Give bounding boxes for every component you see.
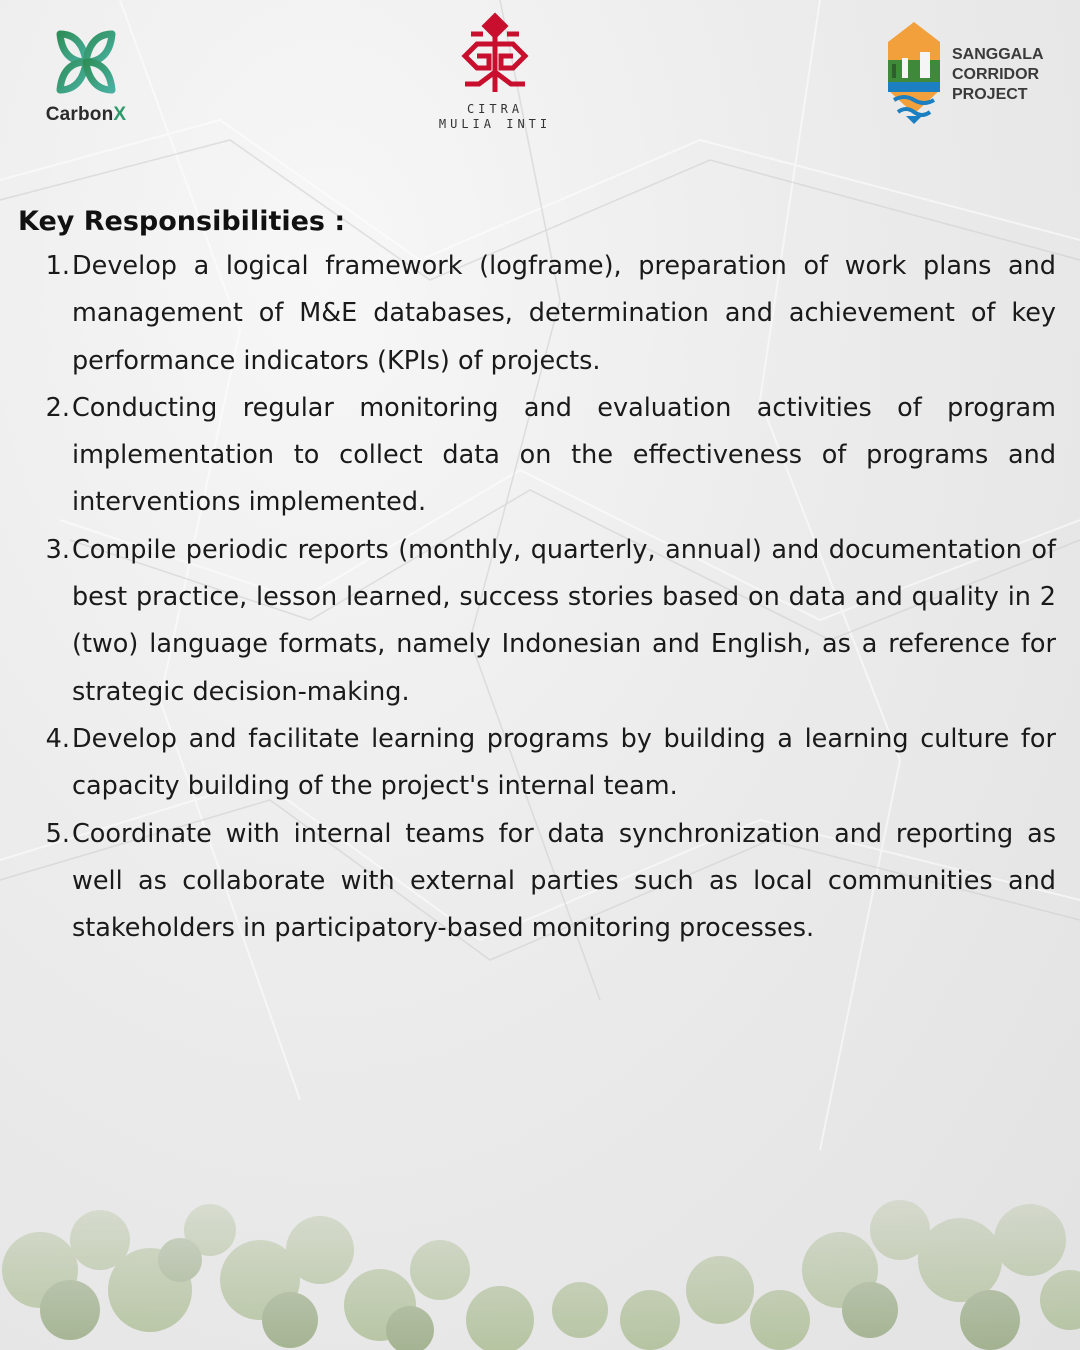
list-item <box>18 385 1056 527</box>
item-text: Compile periodic reports (monthly, quarterly, annual) and documentation of best practice, lesson learned, success stories based on data and quality in 2 (two) language formats, namely Indonesian and English, as a reference for strategic decision-making. <box>72 534 1056 707</box>
citra-emblem-icon <box>455 12 535 98</box>
item-text: Develop and facilitate learning programs by building a learning culture for capacity building of the project's internal team. <box>72 723 1056 802</box>
item-number: 5. <box>45 818 70 849</box>
carbonx-logo <box>36 26 136 126</box>
list-item <box>18 527 1056 716</box>
sanggala-wordmark: SANGGALA CORRIDOR PROJECT <box>952 46 1044 103</box>
sanggala-logo <box>884 20 1064 130</box>
item-number: 3. <box>45 534 70 565</box>
list-item <box>18 811 1056 953</box>
logo-header <box>0 0 1080 150</box>
citra-name-line2: MULIA INTI <box>438 117 552 131</box>
citra-name-line1: CITRA <box>466 102 524 116</box>
carbonx-leaf-icon <box>48 26 124 98</box>
responsibilities-section <box>18 206 1056 952</box>
section-heading: Key Responsibilities : <box>18 206 346 237</box>
citra-logo <box>430 12 560 132</box>
item-number: 2. <box>45 392 70 423</box>
list-item <box>18 243 1056 385</box>
carbonx-wordmark: CarbonX <box>45 104 127 125</box>
responsibilities-list <box>18 243 1056 952</box>
foliage-decoration <box>0 1120 1080 1350</box>
item-text: Coordinate with internal teams for data synchronization and reporting as well as collaborate with external parties such as local communities and stakeholders in participatory-based monitoring processes. <box>72 818 1056 944</box>
list-item <box>18 716 1056 811</box>
item-number: 1. <box>45 251 70 281</box>
item-number: 4. <box>45 723 70 754</box>
sanggala-landscape-icon <box>884 20 944 128</box>
item-text: Conducting regular monitoring and evaluation activities of program implementation to collect data on the effectiveness of programs and interventions implemented. <box>72 392 1056 518</box>
item-text: Develop a logical framework (logframe), preparation of work plans and management of M&E databases, determination and achievement of key performance indicators (KPIs) of projects. <box>72 251 1056 376</box>
